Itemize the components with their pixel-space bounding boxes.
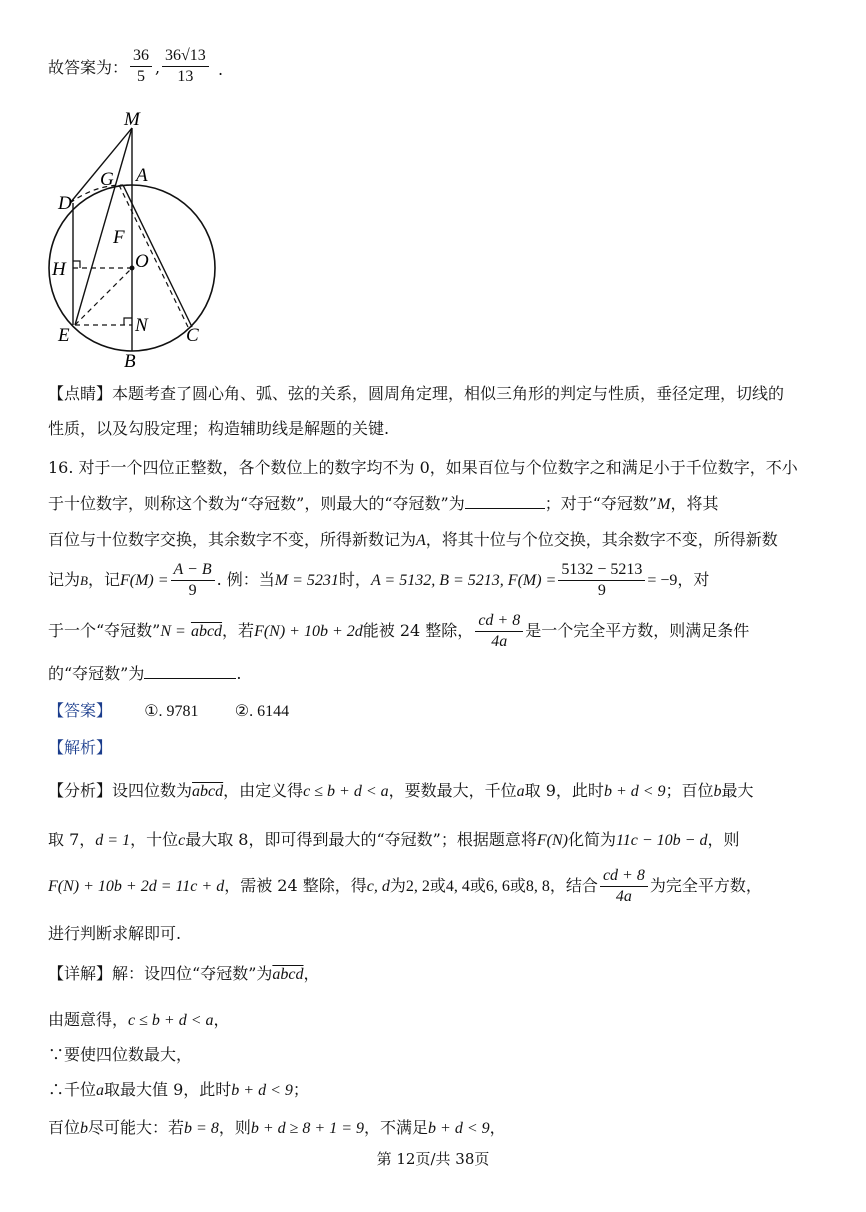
q16-line4 — [48, 562, 709, 599]
blank-2 — [144, 678, 236, 679]
overline-abcd: abcd — [272, 966, 304, 983]
xiangjie-l1a: 解：设四位“夺冠数”为 — [112, 964, 273, 983]
var-M: M — [657, 496, 671, 513]
q16-line2 — [48, 496, 718, 513]
pair-88: 8, 8 — [525, 878, 550, 895]
frac-num: cd + 8 — [600, 868, 648, 887]
fenxi-l2a: 取 7， — [48, 830, 96, 849]
fenxi-l1c: ，由定义得 — [223, 781, 304, 800]
frac-den: 5 — [137, 68, 145, 85]
fenxi-l2c: ，十位 — [130, 830, 179, 849]
q16-l6a: 的“夺冠数”为 — [48, 664, 145, 683]
frac-num: 5132 − 5213 — [558, 562, 645, 581]
label-B: B — [124, 351, 136, 372]
xiangjie-l4a: ∴千位 — [48, 1080, 97, 1099]
frac-num: 36√13 — [162, 48, 209, 67]
label-M: M — [124, 109, 140, 130]
fenxi-line4: 进行判断求解即可. — [48, 924, 182, 943]
formula-sum: F(N) + 10b + 2d = 11c + d — [48, 878, 225, 895]
geometry-figure — [40, 105, 230, 375]
right-angle-H — [73, 261, 80, 268]
var-a: a — [516, 783, 525, 800]
q16-l5g: 是一个完全平方数，则满足条件 — [525, 621, 750, 640]
xiangjie-line3: ∵要使四位数最大， — [48, 1045, 193, 1064]
formula-M: M = 5231 — [274, 572, 339, 589]
frac-num: 36 — [130, 48, 152, 67]
fenxi-l1k: 最大 — [721, 781, 754, 800]
label-H: H — [52, 259, 66, 280]
fenxi-l2g: 化简为 — [567, 830, 616, 849]
fenxi-tag: 【分析】 — [48, 781, 113, 800]
var-a: a — [96, 1082, 105, 1099]
var-A: A — [416, 532, 426, 549]
pair-66: 6, 6 — [485, 878, 510, 895]
xiangjie-l4e: ； — [292, 1080, 309, 1099]
q16-l4e: . 例：当 — [216, 570, 275, 589]
answer-fraction-2 — [160, 48, 211, 85]
fenxi-l1g: 取 9，此时 — [524, 781, 604, 800]
formula-ineq: c ≤ b + d < a — [128, 1012, 214, 1029]
fenxi-line2 — [48, 832, 740, 849]
xiangjie-tag: 【详解】 — [48, 964, 113, 983]
q16-l4c: ，记 — [87, 570, 120, 589]
var-cd: c, d — [366, 878, 390, 895]
answer-2: ②. 6144 — [234, 703, 290, 720]
blank-1 — [465, 508, 545, 509]
answer-1: ①. 9781 — [144, 703, 199, 720]
pair-44: 4, 4 — [445, 878, 470, 895]
formula-d1: d = 1 — [95, 832, 131, 849]
answer-fraction-1 — [128, 48, 154, 85]
dianjing-tag: 【点睛】 — [48, 384, 113, 403]
q16-line1: 16. 对于一个四位正整数，各个数位上的数字均不为 0，如果百位与个位数字之和满足小于千位数字，不小 — [48, 458, 798, 477]
comma: , — [155, 58, 161, 77]
formula-bd9: b + d ≥ 8 + 1 = 9 — [250, 1120, 365, 1137]
q16-l6b: . — [236, 664, 242, 683]
formula-FM: F(M) = — [119, 572, 169, 589]
xiangjie-l5a: 百位 — [48, 1118, 81, 1137]
xiangjie-l5i: ， — [489, 1118, 506, 1137]
fenxi-l3f: 或 — [429, 876, 446, 895]
center-O — [130, 266, 135, 271]
frac-den: 13 — [177, 68, 194, 85]
formula-FN: F(N) — [536, 832, 568, 849]
fenxi-l1e: ，要数最大，千位 — [388, 781, 517, 800]
q16-l3c: ，将其十位与个位交换，其余数字不变，所得新数 — [425, 530, 778, 549]
q16-line5 — [48, 613, 749, 650]
formula-bd: b + d < 9 — [231, 1082, 293, 1099]
answer-tag: 【答案】 — [48, 701, 113, 720]
label-O: O — [135, 251, 149, 272]
formula-example: A = 5132, B = 5213, F(M) = — [370, 572, 557, 589]
q16-l2d: ，将其 — [670, 494, 719, 513]
label-D: D — [58, 193, 72, 214]
fenxi-line1 — [48, 783, 754, 800]
label-E: E — [58, 325, 70, 346]
label-N: N — [135, 315, 148, 336]
label-F: F — [113, 227, 125, 248]
formula-b8: b = 8 — [184, 1120, 219, 1137]
var-b: b — [713, 783, 722, 800]
q16-l3a: 百位与十位数字交换，其余数字不变，所得新数记为 — [48, 530, 417, 549]
fenxi-l3h: 或 — [469, 876, 486, 895]
dianjing-line2: 性质，以及勾股定理；构造辅助线是解题的关键. — [48, 419, 390, 438]
formula-ineq: c ≤ b + d < a — [303, 783, 389, 800]
xiangjie-line2 — [48, 1012, 230, 1029]
formula-bd: b + d < 9 — [428, 1120, 490, 1137]
overline-abcd: abcd — [192, 783, 224, 800]
fenxi-l3d: 为 — [389, 876, 406, 895]
fenxi-l2e: 最大取 8，即可得到最大的“夺冠数”；根据题意将 — [185, 830, 537, 849]
q16-l4a: 记为 — [48, 570, 81, 589]
frac-den: 9 — [188, 582, 197, 599]
xiangjie-line5 — [48, 1120, 506, 1137]
frac-num: A − B — [171, 562, 215, 581]
answer-prefix: 故答案为： — [48, 58, 129, 77]
pair-22: 2, 2 — [405, 878, 430, 895]
frac-den: 4a — [491, 633, 508, 650]
formula-N: N = — [160, 623, 186, 640]
q16-l5a: 于一个“夺冠数” — [48, 621, 161, 640]
var-b: b — [80, 1120, 89, 1137]
jiexi-tag: 【解析】 — [48, 738, 113, 757]
xiangjie-l5g: ，不满足 — [364, 1118, 429, 1137]
frac-den: 9 — [597, 582, 606, 599]
fenxi-l1a: 设四位数为 — [112, 781, 193, 800]
q16-line6 — [48, 666, 241, 682]
fenxi-line3 — [48, 868, 762, 905]
xiangjie-l2a: 由题意得， — [48, 1010, 129, 1029]
xiangjie-line1 — [48, 966, 320, 983]
fenxi-l3l: ，结合 — [549, 876, 598, 895]
frac-num: cd + 8 — [475, 613, 523, 632]
q16-line3 — [48, 532, 778, 549]
dianjing-line1 — [48, 386, 784, 402]
fenxi-l2i: ，则 — [707, 830, 740, 849]
q16-l4j: ，对 — [677, 570, 710, 589]
q16-l2b: ；对于“夺冠数” — [544, 494, 658, 513]
formula-bd: b + d < 9 — [603, 783, 666, 800]
label-A: A — [136, 165, 148, 186]
q16-l5f: 能被 24 整除， — [362, 621, 474, 640]
formula-FN: F(N) + 10b + 2d — [254, 623, 363, 640]
dianjing-text1: 本题考查了圆心角、弧、弦的关系，圆周角定理，相似三角形的判定与性质，垂径定理，切线的 — [112, 384, 785, 403]
formula-simplified: 11c − 10b − d — [615, 832, 708, 849]
var-c: c — [178, 832, 186, 849]
formula-result: = −9 — [647, 572, 678, 589]
fenxi-l3j: 或 — [509, 876, 526, 895]
q16-l4g: 时， — [338, 570, 371, 589]
line-AC — [123, 185, 192, 327]
xiangjie-l5c: 尽可能大：若 — [88, 1118, 185, 1137]
label-C: C — [186, 325, 199, 346]
frac-den: 4a — [615, 888, 632, 905]
overline-abcd: abcd — [190, 623, 223, 640]
fenxi-l3b: ，需被 24 整除，得 — [224, 876, 367, 895]
q16-l5d: ，若 — [222, 621, 255, 640]
label-G: G — [100, 169, 114, 190]
line-DC-dashed — [119, 185, 188, 327]
page-footer: 第 12页/共 38页 — [376, 1150, 490, 1168]
right-angle-N — [124, 318, 132, 325]
fenxi-l1i: ；百位 — [665, 781, 714, 800]
xiangjie-l1c: ， — [303, 964, 320, 983]
fenxi-l3m: 为完全平方数， — [649, 876, 762, 895]
xiangjie-l4c: 取最大值 9，此时 — [104, 1080, 232, 1099]
xiangjie-line4 — [48, 1082, 309, 1099]
q16-l2a: 于十位数字，则称这个数为“夺冠数”，则最大的“夺冠数”为 — [48, 494, 465, 513]
xiangjie-l5e: ，则 — [218, 1118, 251, 1137]
answer-line — [48, 703, 289, 720]
xiangjie-l2c: ， — [213, 1010, 230, 1029]
end-dot: . — [218, 60, 224, 79]
var-B: B — [80, 573, 88, 588]
